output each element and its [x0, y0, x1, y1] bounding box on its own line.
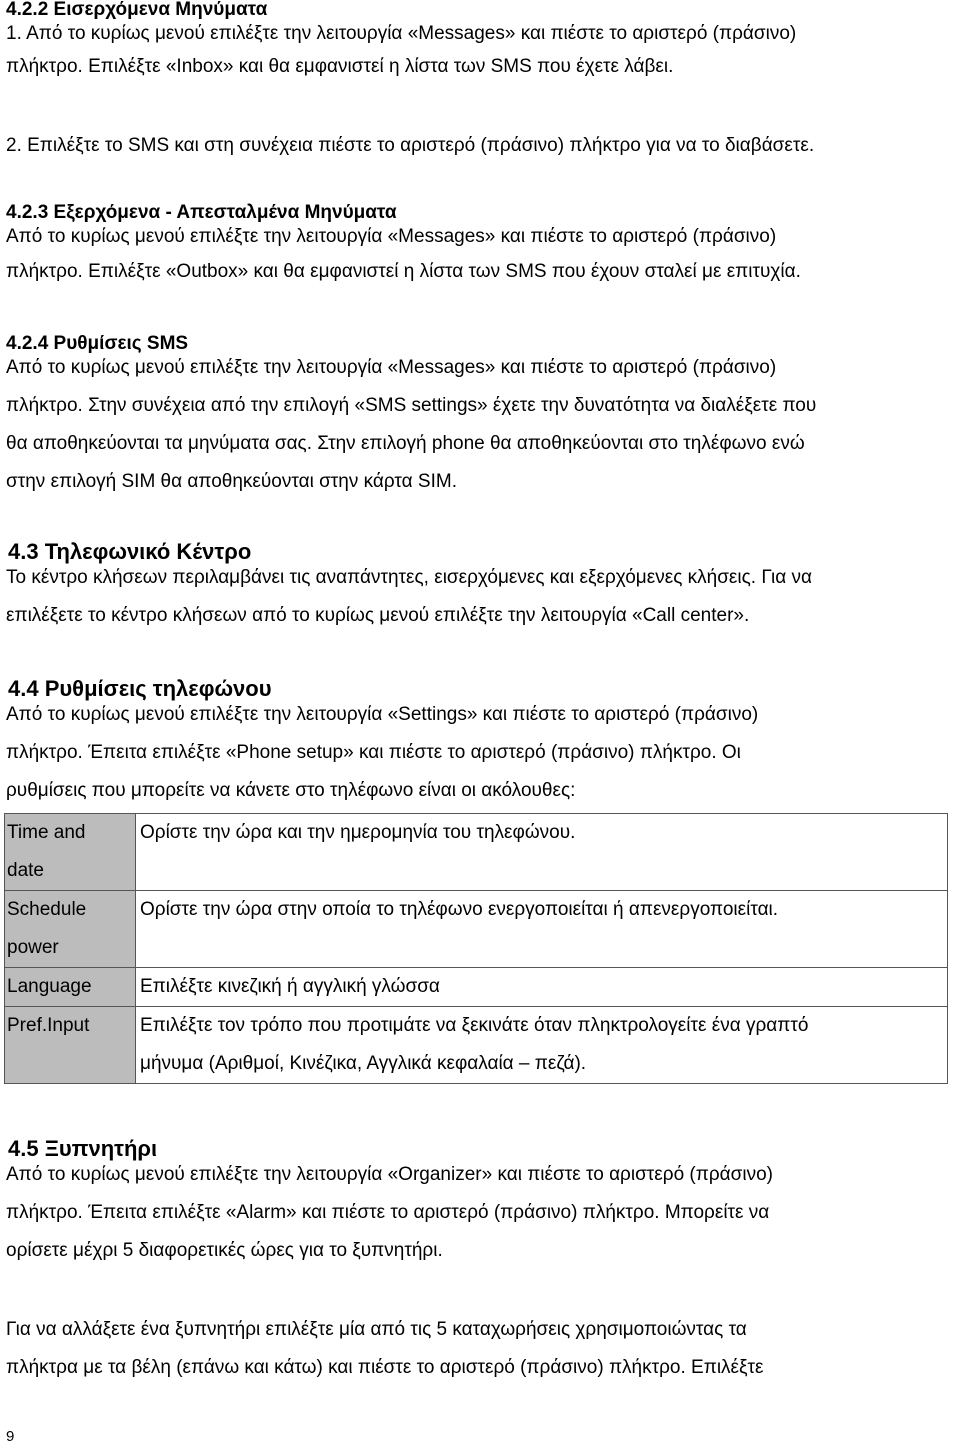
- setting-description: [136, 968, 948, 1007]
- step-2: [6, 134, 954, 158]
- section-4-2-4: [6, 332, 954, 494]
- setting-name-line: Language: [7, 976, 92, 997]
- paragraph-line: Από το κυρίως μενού επιλέξτε την λειτουργία «Organizer» και πιέστε το αριστερό (πράσινο): [6, 1164, 774, 1185]
- section-4-5-paragraph-2: [6, 1318, 954, 1380]
- paragraph-line: θα αποθηκεύονται τα μηνύματα σας. Στην επιλογή phone θα αποθηκεύονται στο τηλέφωνο ενώ: [6, 433, 805, 454]
- paragraph-line: πλήκτρο. Επιλέξτε «Inbox» και θα εμφανιστεί η λίστα των SMS που έχετε λάβει.: [6, 56, 674, 77]
- page-number: 9: [6, 1428, 15, 1445]
- paragraph-line: Από το κυρίως μενού επιλέξτε την λειτουργία «Settings» και πιέστε το αριστερό (πράσινο): [6, 704, 759, 725]
- setting-name: [5, 968, 136, 1007]
- paragraph-line: Από το κυρίως μενού επιλέξτε την λειτουργία «Messages» και πιέστε το αριστερό (πράσινο): [6, 226, 777, 247]
- heading-4-2-3: 4.2.3 Εξερχόμενα - Απεσταλμένα Μηνύματα: [6, 202, 397, 223]
- paragraph-line: πλήκτρο. Στην συνέχεια από την επιλογή «SMS settings» έχετε την δυνατότητα να διαλέξετε που: [6, 395, 817, 416]
- paragraph-line: ρυθμίσεις που μπορείτε να κάνετε στο τηλέφωνο είναι οι ακόλουθες:: [6, 780, 576, 801]
- section-4-2-3: [6, 201, 954, 284]
- paragraph-line: Για να αλλάξετε ένα ξυπνητήρι επιλέξτε μία από τις 5 καταχωρήσεις χρησιμοποιώντας τα: [6, 1319, 747, 1340]
- heading-4-4: 4.4 Ρυθμίσεις τηλεφώνου: [8, 676, 272, 701]
- paragraph-line: 1. Από το κυρίως μενού επιλέξτε την λειτουργία «Messages» και πιέστε το αριστερό (πράσινο): [6, 23, 797, 44]
- setting-name-line: Schedule: [7, 899, 87, 920]
- paragraph-line: πλήκτρα με τα βέλη (επάνω και κάτω) και πιέστε το αριστερό (πράσινο) πλήκτρο. Επιλέξτε: [6, 1357, 764, 1378]
- setting-name-line: Pref.Input: [7, 1015, 90, 1036]
- section-4-5: [6, 1135, 954, 1263]
- table-row: [5, 814, 948, 891]
- setting-description: [136, 1007, 948, 1084]
- paragraph-line: επιλέξετε το κέντρο κλήσεων από το κυρίως μενού επιλέξτε την λειτουργία «Call center».: [6, 605, 750, 626]
- setting-description: [136, 814, 948, 891]
- setting-name: [5, 814, 136, 891]
- paragraph-line: πλήκτρο. Έπειτα επιλέξτε «Alarm» και πιέστε το αριστερό (πράσινο) πλήκτρο. Μπορείτε να: [6, 1202, 770, 1223]
- heading-4-2-2: 4.2.2 Εισερχόμενα Μηνύματα: [6, 0, 268, 20]
- setting-description-line: Επιλέξτε κινεζική ή αγγλική γλώσσα: [140, 976, 440, 997]
- heading-4-2-4: 4.2.4 Ρυθμίσεις SMS: [6, 333, 189, 354]
- paragraph-line: Από το κυρίως μενού επιλέξτε την λειτουργία «Messages» και πιέστε το αριστερό (πράσινο): [6, 357, 777, 378]
- heading-4-5: 4.5 Ξυπνητήρι: [8, 1136, 158, 1161]
- section-4-2-2: [6, 0, 954, 79]
- table-row: [5, 1007, 948, 1084]
- table-row: [5, 891, 948, 968]
- setting-description-line: Ορίστε την ώρα και την ημερομηνία του τηλεφώνου.: [140, 822, 576, 843]
- section-4-3: [6, 538, 954, 628]
- section-4-4: [6, 675, 954, 803]
- setting-name-line: date: [7, 860, 44, 881]
- setting-name-line: Time and: [7, 822, 86, 843]
- table-row: [5, 968, 948, 1007]
- setting-description-line: Επιλέξτε τον τρόπο που προτιμάτε να ξεκινάτε όταν πληκτρολογείτε ένα γραπτό: [140, 1015, 809, 1036]
- setting-name: [5, 1007, 136, 1084]
- setting-description-line: μήνυμα (Αριθμοί, Κινέζικα, Αγγλικά κεφαλαία – πεζά).: [140, 1053, 587, 1074]
- paragraph-line: πλήκτρο. Έπειτα επιλέξτε «Phone setup» και πιέστε το αριστερό (πράσινο) πλήκτρο. Οι: [6, 742, 741, 763]
- paragraph-line: 2. Επιλέξτε το SMS και στη συνέχεια πιέστε το αριστερό (πράσινο) πλήκτρο για να το διαβάσετε.: [6, 135, 815, 156]
- setting-description: [136, 891, 948, 968]
- setting-name-line: power: [7, 937, 59, 958]
- paragraph-line: στην επιλογή SIM θα αποθηκεύονται στην κάρτα SIM.: [6, 471, 457, 492]
- setting-description-line: Ορίστε την ώρα στην οποία το τηλέφωνο ενεργοποιείται ή απενεργοποιείται.: [140, 899, 779, 920]
- paragraph-line: ορίσετε μέχρι 5 διαφορετικές ώρες για το ξυπνητήρι.: [6, 1240, 443, 1261]
- paragraph-line: Το κέντρο κλήσεων περιλαμβάνει τις αναπάντητες, εισερχόμενες και εξερχόμενες κλήσεις. Για να: [6, 567, 812, 588]
- phone-settings-table: [4, 813, 948, 1084]
- paragraph-line: πλήκτρο. Επιλέξτε «Outbox» και θα εμφανιστεί η λίστα των SMS που έχουν σταλεί με επιτυχία.: [6, 261, 801, 282]
- setting-name: [5, 891, 136, 968]
- heading-4-3: 4.3 Τηλεφωνικό Κέντρο: [8, 539, 252, 564]
